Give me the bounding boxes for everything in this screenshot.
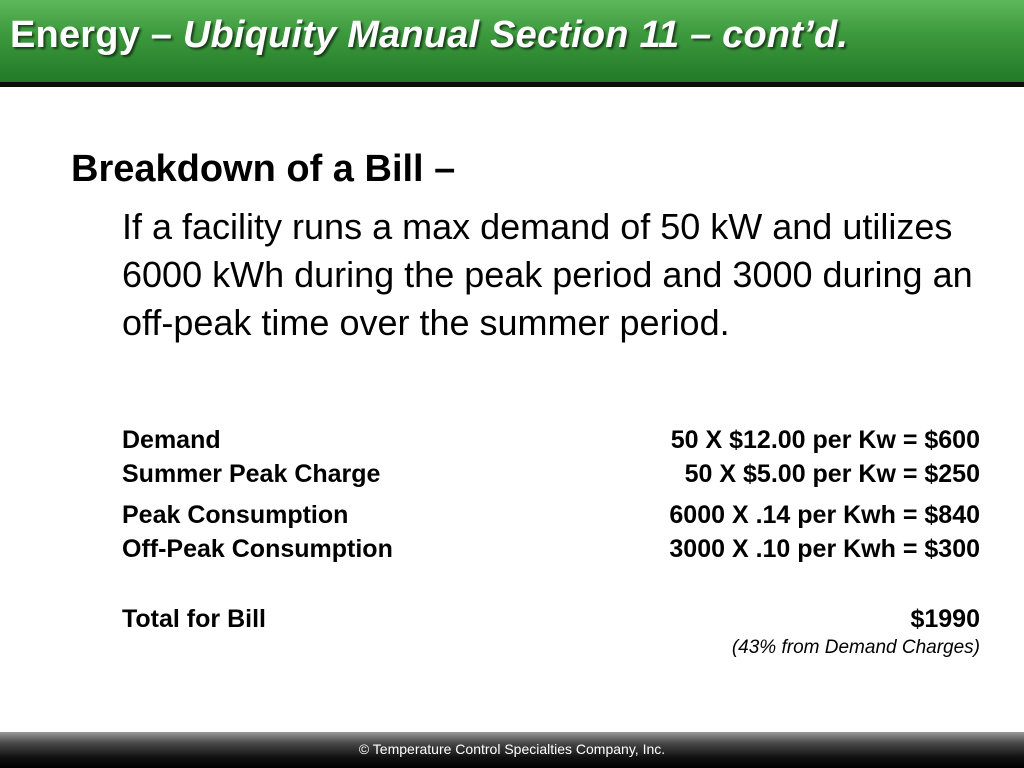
bill-row-demand (122, 426, 980, 456)
bill-row-label: Off-Peak Consumption (122, 535, 393, 563)
bill-row-label: Peak Consumption (122, 501, 349, 529)
body-paragraph: If a facility runs a max demand of 50 kW and utilizes 6000 kWh during the peak period and 3000 during an off-peak time over the summer period. (122, 206, 973, 343)
header-bar (0, 0, 1024, 87)
bill-total-row (122, 605, 980, 635)
bill-row-summer-peak-charge (122, 460, 980, 490)
bill-row-calculation: 3000 X .10 per Kwh = $300 (669, 535, 980, 563)
bill-row-off-peak-consumption (122, 535, 980, 565)
bill-row-calculation: 6000 X .14 per Kwh = $840 (669, 501, 980, 529)
title-main: Energy – (10, 14, 183, 56)
copyright-text: © Temperature Control Specialties Company, Inc. (358, 741, 666, 757)
title-subtitle: Ubiquity Manual Section 11 – cont’d. (182, 14, 849, 56)
bill-row-label: Summer Peak Charge (122, 460, 381, 488)
footer-bar (0, 732, 1024, 768)
bill-row-peak-consumption (122, 501, 980, 531)
demand-charges-note: (43% from Demand Charges) (731, 637, 980, 658)
bill-row-calculation: 50 X $12.00 per Kw = $600 (670, 426, 980, 454)
slide-title (10, 14, 848, 57)
bill-row-calculation: 50 X $5.00 per Kw = $250 (684, 460, 980, 488)
bill-total-label: Total for Bill (122, 605, 266, 633)
bill-total-value: $1990 (910, 605, 980, 633)
section-heading: Breakdown of a Bill – (71, 148, 456, 190)
bill-row-label: Demand (122, 426, 221, 454)
